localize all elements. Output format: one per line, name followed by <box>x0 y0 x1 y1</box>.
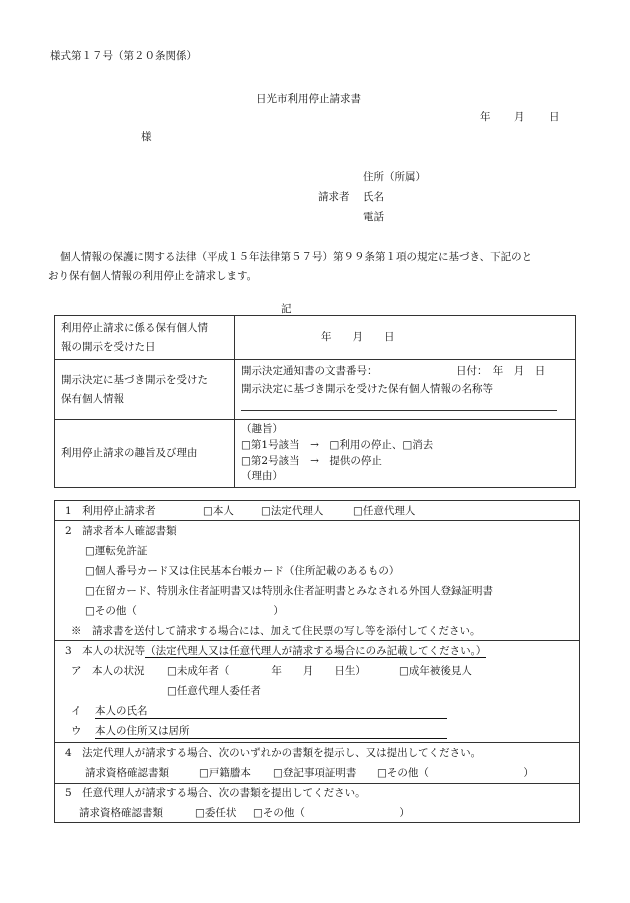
disclosed-info-label-line2: 保有個人情報 <box>61 392 124 405</box>
status-adult-ward-checkbox[interactable]: □成年被後見人 <box>399 665 472 677</box>
purpose-reason-label: 利用停止請求の趣旨及び理由 <box>55 420 235 488</box>
purpose-reason-field[interactable] <box>235 420 576 488</box>
reason-heading: （理由） <box>241 470 283 483</box>
requester-phone-label: 電話 <box>363 211 384 223</box>
section3-heading-note: （法定代理人又は任意代理人が請求する場合にのみ記載してください。） <box>145 645 487 657</box>
voluntary-docs-other-checkbox[interactable]: □その他（ ） <box>253 807 410 819</box>
notice-number-label: 開示決定通知書の文書番号： <box>241 365 378 377</box>
divider <box>55 520 579 521</box>
section1-heading: 1 利用停止請求者 <box>65 505 156 517</box>
legal-docs-other-checkbox[interactable]: □その他（ ） <box>377 767 534 779</box>
disclosure-date-field[interactable] <box>235 316 576 360</box>
person-address-field[interactable]: 本人の住所又は居所 <box>95 725 447 739</box>
requester-sections-box <box>54 500 580 823</box>
date-month-label: 月 <box>514 111 525 123</box>
section3-heading <box>65 645 486 658</box>
disclosed-info-label <box>55 360 235 420</box>
legal-docs-registry-certificate-checkbox[interactable]: □登記事項証明書 <box>273 767 357 779</box>
legal-docs-family-register-checkbox[interactable]: □戸籍謄本 <box>199 767 251 779</box>
ki-heading: 記 <box>281 303 292 315</box>
section2-heading: 2 請求者本人確認書類 <box>65 525 177 537</box>
purpose-heading: （趣旨） <box>241 423 283 435</box>
person-status-label: ア 本人の状況 <box>71 665 145 677</box>
id-mynumber-card-checkbox[interactable]: □個人番号カード又は住民基本台帳カード（住所記載のあるもの） <box>85 565 400 577</box>
requester-type-legal-checkbox[interactable]: □法定代理人 <box>261 505 324 517</box>
section2-note: ※ 請求書を送付して請求する場合には、加えて住民票の写し等を添付してください。 <box>71 625 481 637</box>
divider <box>55 783 579 784</box>
section4-heading: 4 法定代理人が請求する場合、次のいずれかの書類を提示し、又は提出してください。 <box>65 747 482 759</box>
person-name-field[interactable]: 本人の氏名 <box>95 705 447 719</box>
disclosed-info-label-line1: 開示決定に基づき開示を受けた <box>61 374 208 387</box>
date-year-label: 年 <box>480 111 491 123</box>
disclosure-date-label <box>55 316 235 360</box>
person-name-label-marker: イ <box>71 705 82 717</box>
requester-type-self-checkbox[interactable]: □本人 <box>203 505 234 517</box>
addressee-suffix: 様 <box>141 131 152 143</box>
disclosed-info-name-label: 開示決定に基づき開示を受けた保有個人情報の名称等 <box>241 383 493 395</box>
legal-docs-label: 請求資格確認書類 <box>85 767 169 779</box>
disclosure-date-value: 年 月 日 <box>321 331 395 344</box>
intro-line-1: 個人情報の保護に関する法律（平成１５年法律第５７号）第９９条第１項の規定に基づき、下記のと <box>60 251 533 263</box>
requester-name-label: 氏名 <box>363 191 384 203</box>
voluntary-docs-label: 請求資格確認書類 <box>79 807 163 819</box>
person-address-label-marker: ウ <box>71 725 82 737</box>
section5-heading: 5 任意代理人が請求する場合、次の書類を提出してください。 <box>65 787 366 799</box>
notice-date-label: 日付： 年 月 日 <box>456 365 546 377</box>
page-title: 日光市利用停止請求書 <box>256 93 361 105</box>
voluntary-docs-power-of-attorney-checkbox[interactable]: □委任状 <box>195 807 237 819</box>
request-details-table <box>54 315 576 488</box>
status-minor-checkbox[interactable]: □未成年者（ 年 月 日生） <box>167 665 366 677</box>
purpose-option-1[interactable]: □第1号該当 → □利用の停止、□消去 <box>241 438 434 451</box>
form-number: 様式第１７号（第２０条関係） <box>50 50 197 62</box>
disclosure-date-label-line1: 利用停止請求に係る保有個人情 <box>61 322 208 335</box>
disclosed-info-name-line <box>241 398 557 411</box>
disclosure-date-label-line2: 報の開示を受けた日 <box>61 340 156 353</box>
requester-type-voluntary-checkbox[interactable]: □任意代理人 <box>353 505 416 517</box>
divider <box>55 742 579 743</box>
requester-role-label: 請求者 <box>318 191 350 203</box>
date-day-label: 日 <box>549 111 560 123</box>
section3-heading-prefix: 3 本人の状況等 <box>65 645 146 657</box>
id-other-checkbox[interactable]: □その他（ ） <box>85 605 284 617</box>
disclosed-info-field[interactable] <box>235 360 576 420</box>
status-delegator-checkbox[interactable]: □任意代理人委任者 <box>167 685 261 697</box>
id-drivers-license-checkbox[interactable]: □運転免許証 <box>85 545 148 557</box>
requester-address-label: 住所（所属） <box>363 171 426 183</box>
intro-line-2: おり保有個人情報の利用停止を請求します。 <box>48 270 258 282</box>
divider <box>55 640 579 641</box>
purpose-option-2[interactable]: □第2号該当 → 提供の停止 <box>241 454 382 467</box>
id-residence-card-checkbox[interactable]: □在留カード、特別永住者証明書又は特別永住者証明書とみなされる外国人登録証明書 <box>85 585 493 597</box>
